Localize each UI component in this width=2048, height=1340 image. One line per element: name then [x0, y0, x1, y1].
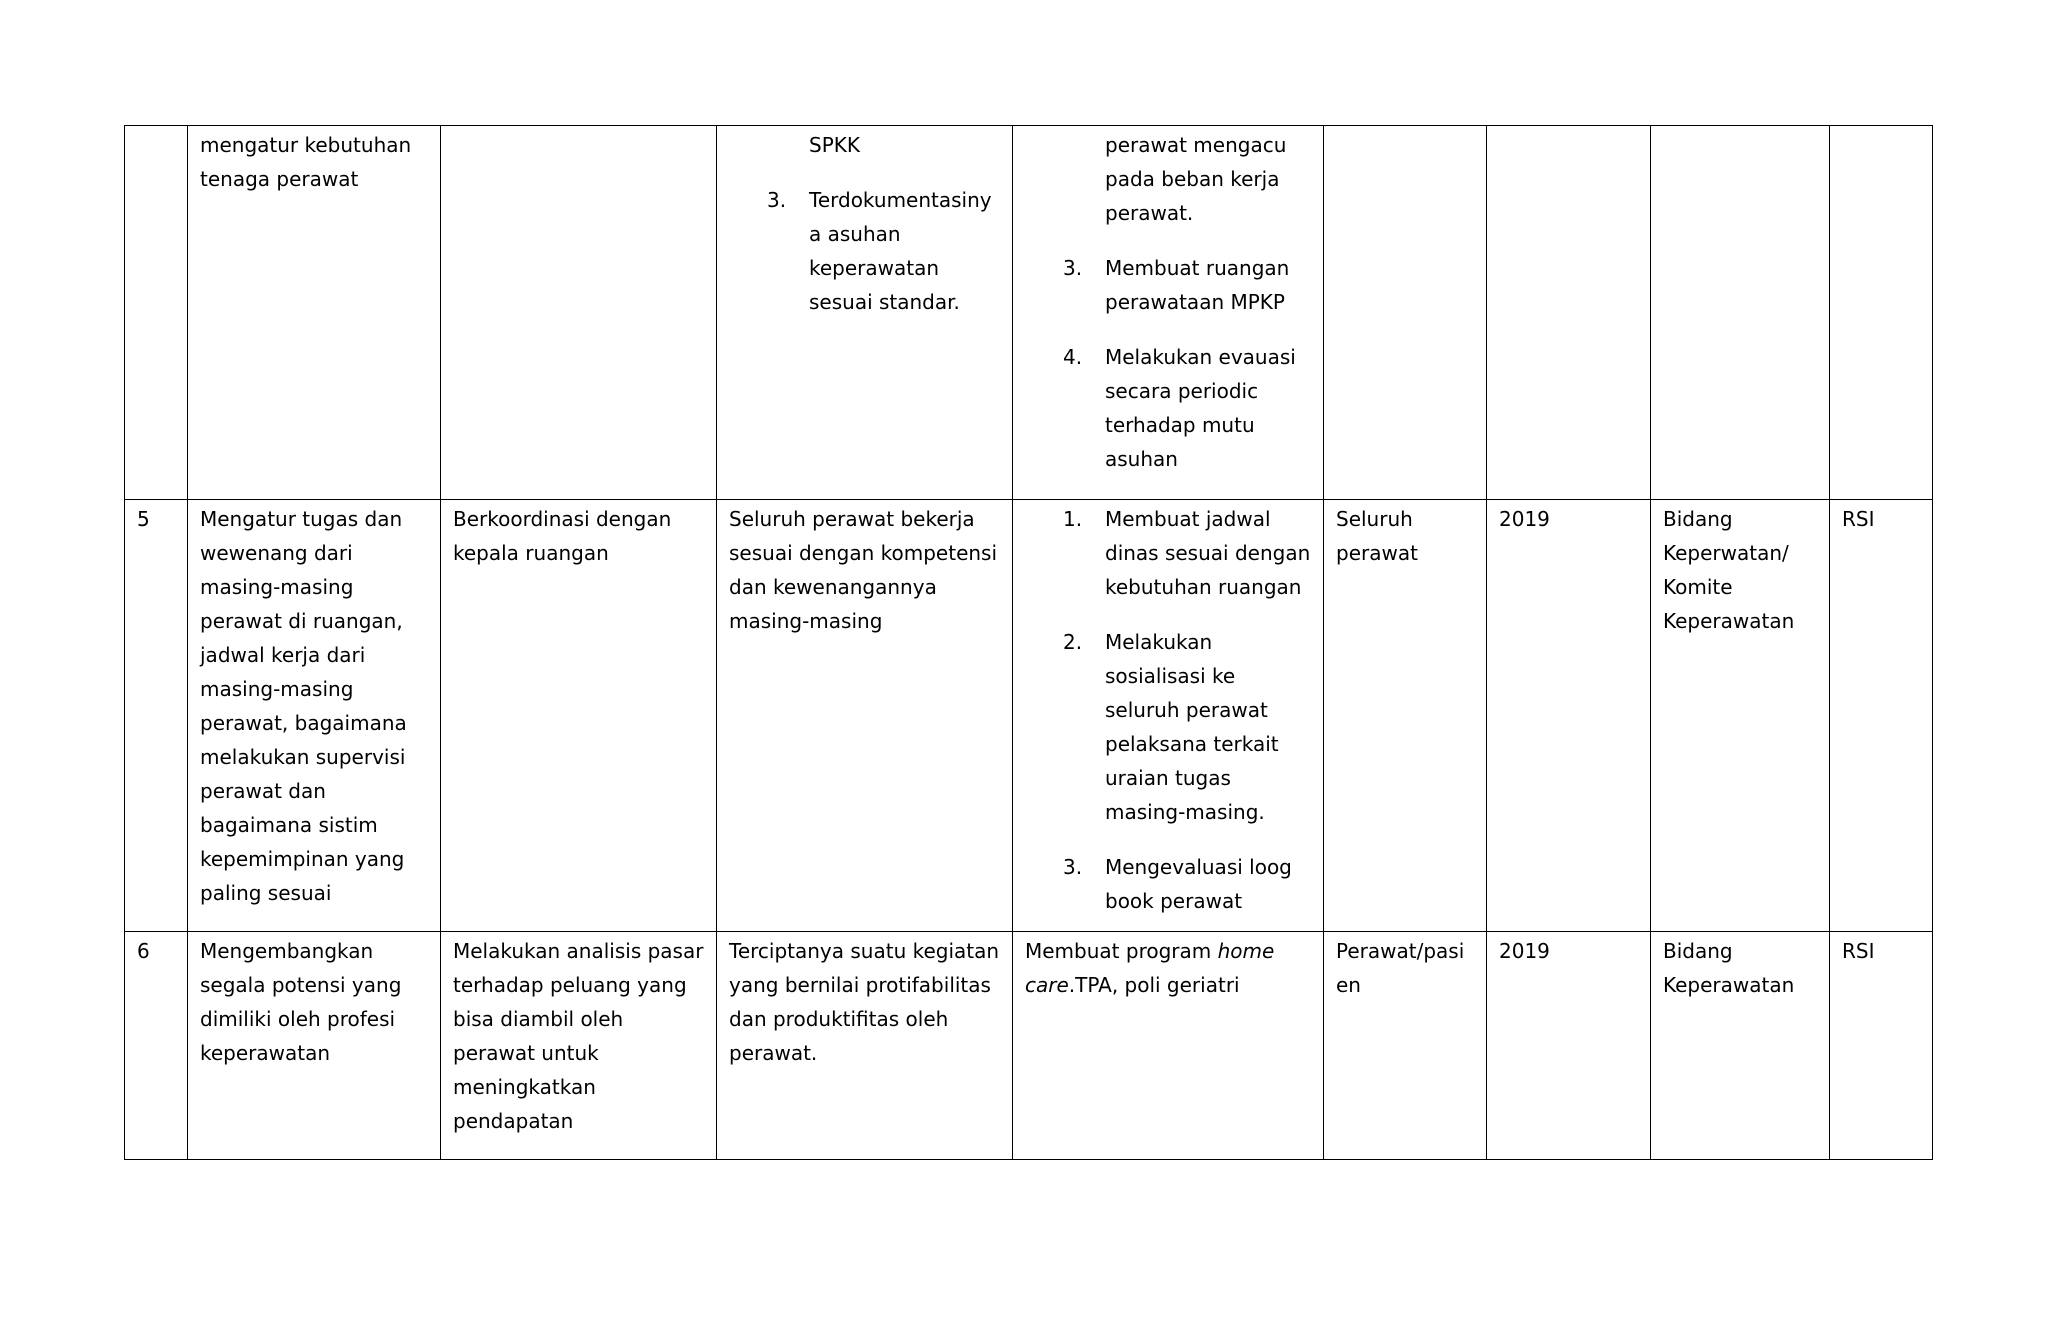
cell-no	[125, 126, 188, 500]
list-item-continuation: SPKK	[809, 133, 860, 157]
program-table	[124, 125, 1933, 1160]
cell-masalah: Mengatur tugas dan wewenang dari masing-masing perawat di ruangan, jadwal kerja dari masing-masing perawat, bagaimana melakukan supervisi perawat dan bagaimana sistim kepemimpinan yang paling sesuai	[188, 500, 441, 932]
cell-waktu: 2019	[1487, 500, 1651, 932]
list-item: 3. Terdokumentasinya asuhan keperawatan sesuai standar.	[767, 188, 992, 314]
cell-strategi: Berkoordinasi dengan kepala ruangan	[441, 500, 717, 932]
kegiatan-list	[1025, 502, 1313, 918]
cell-tujuan: Terciptanya suatu kegiatan yang bernilai protifabilitas dan produktifitas oleh perawat.	[717, 932, 1013, 1160]
list-item: 3. Mengevaluasi loog book perawat	[1063, 855, 1292, 913]
cell-strategi	[441, 126, 717, 500]
cell-masalah: mengatur kebutuhan tenaga perawat	[188, 126, 441, 500]
tujuan-list	[729, 183, 1002, 319]
list-item: 3. Membuat ruangan perawataan MPKP	[1063, 256, 1290, 314]
cell-kegiatan	[1013, 500, 1324, 932]
cell-tempat: RSI	[1830, 500, 1933, 932]
cell-tempat: RSI	[1830, 932, 1933, 1160]
list-item: 4. Melakukan evauasi secara periodic terhadap mutu asuhan	[1063, 345, 1296, 471]
cell-tujuan: Seluruh perawat bekerja sesuai dengan kompetensi dan kewenangannya masing-masing	[717, 500, 1013, 932]
cell-strategi: Melakukan analisis pasar terhadap peluang yang bisa diambil oleh perawat untuk meningkatkan pendapatan	[441, 932, 717, 1160]
table-row	[125, 126, 1933, 500]
table-row	[125, 932, 1933, 1160]
cell-masalah: Mengembangkan segala potensi yang dimiliki oleh profesi keperawatan	[188, 932, 441, 1160]
cell-pj	[1651, 126, 1830, 500]
cell-kegiatan	[1013, 126, 1324, 500]
cell-waktu	[1487, 126, 1651, 500]
cell-waktu: 2019	[1487, 932, 1651, 1160]
cell-kegiatan: Membuat program home care.TPA, poli geriatri	[1013, 932, 1324, 1160]
cell-sasaran: Seluruh perawat	[1324, 500, 1487, 932]
list-item-continuation: perawat mengacu pada beban kerja perawat.	[1105, 133, 1287, 225]
cell-sasaran	[1324, 126, 1487, 500]
table-row	[125, 500, 1933, 932]
cell-tempat	[1830, 126, 1933, 500]
cell-no: 6	[125, 932, 188, 1160]
cell-pj: Bidang Keperawatan	[1651, 932, 1830, 1160]
cell-pj: Bidang Keperwatan/ Komite Keperawatan	[1651, 500, 1830, 932]
cell-no: 5	[125, 500, 188, 932]
list-item: 2. Melakukan sosialisasi ke seluruh perawat pelaksana terkait uraian tugas masing-masing.	[1063, 630, 1279, 824]
list-item: 1. Membuat jadwal dinas sesuai dengan kebutuhan ruangan	[1063, 507, 1311, 599]
kegiatan-list	[1025, 251, 1313, 476]
cell-sasaran: Perawat/pasien	[1324, 932, 1487, 1160]
cell-tujuan	[717, 126, 1013, 500]
